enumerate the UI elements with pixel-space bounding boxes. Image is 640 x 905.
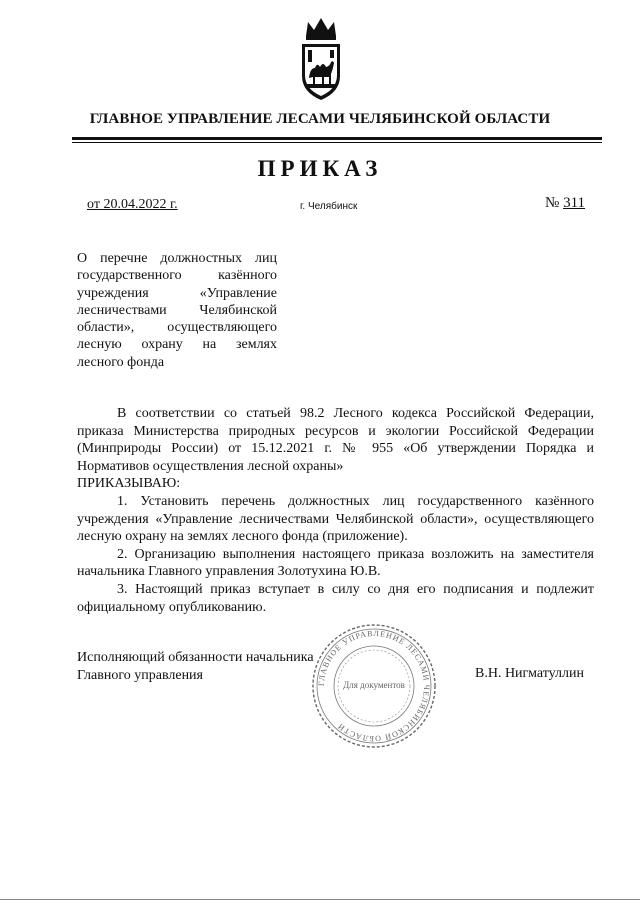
order-body — [77, 405, 594, 616]
order-item-3: 3. Настоящий приказ вступает в силу со дня его подписания и подлежит официальному опубликованию. — [77, 581, 594, 615]
order-city: г. Челябинск — [300, 201, 358, 212]
preamble-paragraph: В соответствии со статьей 98.2 Лесного кодекса Российской Федерации, приказа Министерства природных ресурсов и экологии Российской Федерации (Минприроды России) от 15.12.2021 г. № 955 «Об утверждении Порядка и Нормативов осуществления лесной охраны» — [77, 406, 594, 474]
document-type-heading: ПРИКАЗ — [257, 156, 383, 181]
header-rule-thin — [72, 142, 602, 143]
seal-center-text: Для документов — [343, 680, 405, 690]
order-item-2: 2. Организацию выполнения настоящего приказа возложить на заместителя начальника Главного управления Золотухина Ю.В. — [77, 546, 594, 580]
organization-title: ГЛАВНОЕ УПРАВЛЕНИЕ ЛЕСАМИ ЧЕЛЯБИНСКОЙ ОБЛАСТИ — [89, 111, 551, 127]
order-number — [545, 195, 585, 212]
seal-stamp-icon — [310, 622, 438, 750]
order-item-1: 1. Установить перечень должностных лиц государственного казённого учреждения «Управление лесничествами Челябинской области», осуществляющего лесную охрану на землях лесного фонда (приложение). — [77, 493, 594, 545]
number-prefix: № — [545, 195, 560, 211]
number-value: 311 — [563, 195, 586, 211]
page-bottom-edge — [0, 899, 640, 900]
header-rule-thick — [72, 137, 602, 140]
coat-of-arms-icon — [296, 14, 346, 104]
seal-ring-text: ГЛАВНОЕ УПРАВЛЕНИЕ ЛЕСАМИ ЧЕЛЯБИНСКОЙ ОБЛАСТИ — [316, 628, 432, 744]
date-prefix: от — [87, 197, 100, 212]
order-word: ПРИКАЗЫВАЮ: — [77, 476, 181, 492]
signatory-role-line-2: Главного управления — [77, 667, 203, 683]
date-value: 20.04.2022 г. — [103, 197, 178, 212]
signatory-role-line-1: Исполняющий обязанности начальника — [77, 650, 314, 665]
order-subject: О перечне должностных лиц государственного казённого учреждения «Управление лесничествами Челябинской области», осуществляющего лесную охрану на землях лесного фонда — [77, 251, 277, 370]
signatory-name: В.Н. Нигматуллин — [475, 666, 584, 681]
order-date — [87, 197, 178, 213]
signatory-role — [77, 649, 314, 684]
